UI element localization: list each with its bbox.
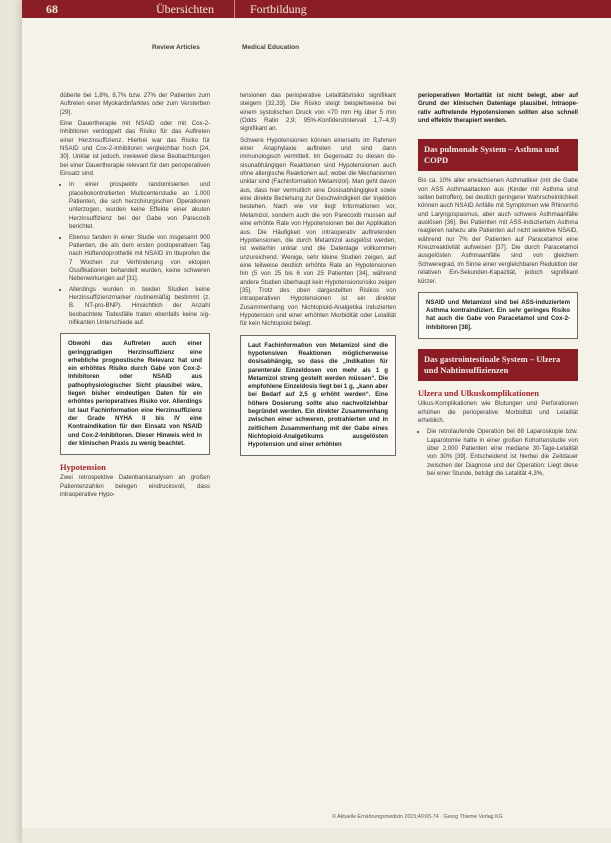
journal-page <box>22 0 611 843</box>
section-banner-pulmonary: Das pulmonale System – Asthma und COPD <box>418 139 578 171</box>
bullet-list <box>60 181 210 327</box>
bullet-list <box>418 428 578 478</box>
list-item: • In einer prospektiv randomisierten und placebokontrollierten Multicenterstudie an 1.000 Patienten, die sich herzchirurgischen Operationen unterzogen, wurden keine Effekte einer akuten Herzinsuffizienz bei der Gabe von Parecoxib berichtet. <box>69 181 210 231</box>
subheading-left: Review Articles <box>152 44 200 51</box>
page-header-bar <box>22 0 611 18</box>
section-banner-gastrointestinal: Das gastrointestinale System – Ulzera und Nahtinsuffizienzen <box>418 349 578 381</box>
text-column-1 <box>60 92 210 503</box>
section-subtitle: Fortbildung <box>250 2 307 16</box>
paragraph: Eine Dauertherapie mit NSAID oder mit Cox-2-Inhibitoren verdoppelt das Risiko für das Auftreten einer Herzinsuffizienz. Hierbei war das Risiko für NSAID und Cox-2-Inhibitoren vergleichbar hoch [24, 30]. Unklar ist jedoch, inwieweit diese Beobachtungen bei einer Dauertherapie relevant für den perioperativen Einsatz sind. <box>60 120 210 178</box>
text-column-2 <box>240 92 396 464</box>
subheading-right: Medical Education <box>242 44 300 51</box>
copyright-footer: © Aktuelle Ernährungsmedizin 2015;40:65-74 · Georg Thieme Verlag KG <box>332 814 503 820</box>
page-bottom-edge <box>22 828 611 843</box>
list-item: • Ebenso fanden in einer Studie von insgesamt 900 Patienten, die als dem ersten postoperativen Tag nach Hüftendoprothetik mit NSAID im Ibuprofen die 7 Wochen zur Verhinderung von ektopen Ossifikationen behandelt wurden, keine schweren Nebenwirkungen auf [31]. <box>69 234 210 284</box>
section-title: Übersichten <box>156 2 214 16</box>
header-divider <box>234 0 235 18</box>
paragraph: düberte bei 1,8%, 8,7% bzw. 27% der Patienten zum Auftreten einer Myokardinfarktes oder zum Versterben [29]. <box>60 92 210 116</box>
paragraph: Schwere Hypotensionen können einerseits im Rahmen einer Anaphylaxie auftreten und sind dann immunologisch vermittelt. Im Gegensatz zu diesen dosisunabhängigen Reaktionen sind Hypotensionen auch ohne allergische Reaktionen auf, wobei die Mechanismen unklar sind (Fachinformation Metamizol). Man geht davon aus, dass hier vermutlich eine Dosisabhängigkeit sowie eine direkte Beziehung zur Geschwindigkeit der Injektion bestehen. Nach wie vor liegt Informationen vor, Metamizol, sondern auch die von Parecoxib mussen auf eine erhöhte Rate von Hypotensionen bei der Applikation aus. Die Häufigkeit von intraoperativ auftretenden Hypotensionen, die durch Metamizol ausgelöst werden, ist weiterhin unklar und die Datenlage vollkommen unzureichend. Wenige, sehr kleine Studien zeigen, auf eine teilweise deutlich erhöhte Rate an Hypotensionen hin (5 von 25 bis 6 von 25 Patienten [34], während andere Studien überhaupt kein Hypotensionsrisiko zeigen [35]. Trotz des oben dargestellten Risikos von intraoperativen Hypotensionen ist ein direkter Zusammenhang von Nichtopioid-Analgetika induzierten Hypotension und einer erhöhten Morbidität oder Letalität für kein Nichtopioid belegt. <box>240 136 396 328</box>
paragraph: tensionen das perioperative Letalitätsrisiko signifikant steigern [32,33]. Die Risiko steigt beispielsweise bei einem systolischen Druck von <70 mm Hg über 5 min (Odds Ratio 2,9; 95%-Konfidenzintervall 1,7–4,9) signifikant an. <box>240 92 396 133</box>
list-item: • Die retrolaufende Operation bei 88 Laparoskopie bzw. Laparotomie hatte in einer großen Kohortenstudie von über 2.000 Patienten eine mediane 30-Tage-Letalität von 30% [39]. Entscheidend ist hierbei die Zeitdauer zwischen der Diagnose und der Operation: Liegt diese bei einer Stunde, beträgt die Letalität 4,3%, <box>427 428 578 478</box>
highlight-box: NSAID und Metamizol sind bei ASS-induziertem Asthma kontraindiziert. Ein sehr geringes Risiko hat auch die Gabe von Paracetamol und Cox-2-Inhibitoren [38]. <box>418 292 578 339</box>
section-heading-ulcers: Ulzera und Ulkuskomplikationen <box>418 388 539 399</box>
bold-note: perioperativen Mortalität ist nicht belegt, aber auf Grund der klinischen Datenlage plausibel. Intraoperativ auftretende Hypotensionen sollten also schnell und effektiv therapiert werden. <box>418 92 578 125</box>
highlight-box: Laut Fachinformation von Metamizol sind die hypotensiven Reaktionen möglicherweise dosisabhängig, so dass die „Indikation für parenterale Einzeldosen von mehr als 1 g Metamizol streng gestellt werden müssen“. Die empfohlene Einzeldosis liegt bei 1 g, „kann aber bei Bedarf auf 2,5 g erhöht werden“. Eine höhere Dosierung sollte also nachvollziehbar begründet werden. Ein direkter Zusammenhang zwischen einer schweren, protrahierten und in zeitlichem Zusammenhang mit der Gabe eines Nichtopioid-Analgetikums ausgelösten Hypotension und einer erhöhten <box>240 335 396 457</box>
paragraph: Zwei retrospektive Datenbankanalysen an großen Patientenzahlen belegen eindrucksvoll, dass intraoperative Hypo- <box>60 474 210 499</box>
text-column-3 <box>418 92 578 481</box>
section-heading-hypotension: Hypotension <box>60 462 106 473</box>
paragraph: Ulkus-Komplikationen wie Blutungen und Perforationen erhöhen die perioperative Morbidität und Letalität erheblich. <box>418 400 578 425</box>
paragraph: Bis ca. 10% aller erwachsenen Asthmatiker (mit die Gabe von ASS Asthmaattacken aus (Kinder mit Asthma sind selten betroffen), bei deutlich geringerer Wahrscheinlichkeit können auch NSAID Anfälle mit Symptomen wie Rhinorrhö und Laryngospasmus, aber auch schwere Asthmaanfälle auslösen [36]. Bei Patienten mit ASS-induziertem Asthma reagieren nahezu alle Patienten auf nicht selektive NSAID, während nur 7% der Patienten auf Paracetamol eine Kreuzreaktivität aufweisen [37]. Die durch Paracetamol ausgelösten Asthmaanfälle sind von gleichem Schweregrad, im Sinne einer vergleichbaren Reduktion der relativen Ein-Sekunden-Kapazität, jedoch signifikant kürzer. <box>418 177 578 285</box>
highlight-box: Obwohl das Auftreten auch einer geringgradigen Herzinsuffizienz eine erhebliche prognostische Relevanz hat und ein erhöhtes Risiko durch Gabe von Cox-2-Inhibitoren oder NSAID aus pathophysiologischer Sicht plausibel wäre, liegen bisher eindeutigen Daten für ein erhöhtes perioperatives Risiko vor. Allerdings ist laut Fachinformation eine Herzinsuffizienz der Grade NYHA II bis IV eine Kontraindikation für den Einsatz von NSAID und Cox-2-Inhibitoren. Dieser Hinweis wird in der klinischen Praxis zu wenig beachtet. <box>60 333 210 455</box>
page-number: 68 <box>46 2 58 16</box>
list-item: • Allerdings wurden in beiden Studien keine Herzinsuffizienzmarker routinemäßig bestimmt (z. B. NT-pro-BNP). Hinsichtlich der Anzahl beobachtete Todesfälle traten ebenfalls keine signifikanten Unterschiede auf. <box>69 286 210 328</box>
